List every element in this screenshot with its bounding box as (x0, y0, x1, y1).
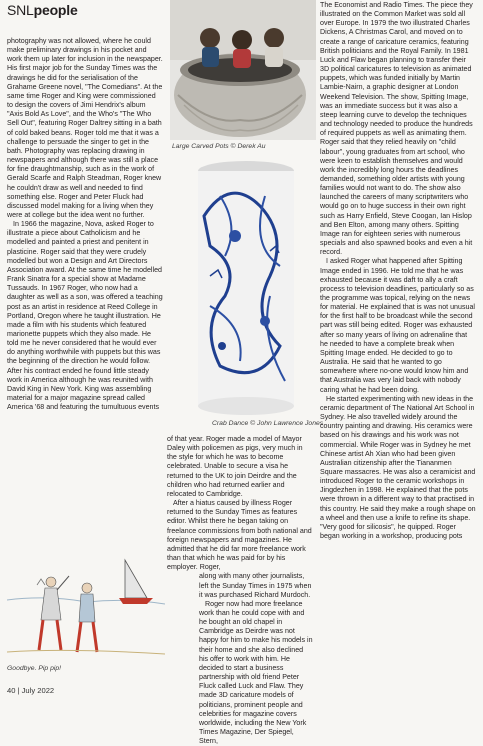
crab-caption: Crab Dance © John Lawrence Jones (212, 420, 324, 427)
article-column-1 (7, 37, 163, 412)
paragraph: Roger now had more freelance work than he could cope with and he bought an old chapel in Cambridge as Deirdre was not happy for him to make his models in their home and she also declined his offer to work with him. He decided to start a business partnership with old friend Peter Fluck called Luck and Flaw. They made 3D caricature models of politicians, prominent people and celebrities for magazine covers worldwide, including the New York Times Magazine, Der Spiegel, Stern, (199, 599, 313, 746)
narrow-text-block (199, 572, 313, 746)
paragraph: He started experimenting with new ideas in the ceramic department of The National Art School in Sydney. He also travelled widely around the country painting and drawing. His ceramics were based on his drawings and his work was not commercial. While Roger was in Sydney he met Chinese artist Ah Xian who had been given Australian citizenship after the Tiananmen Square massacres. He was also a ceramicist and introduced Roger to the ceramic workshops in Jingdezhen in 1998. He explained that the pots were thrown in a different way to that practised in this country. He said they make a rough shape on a wheel and then use a knife to refine its shape. "Very good for silicosis", he quipped. Roger began working in a workshop, producing pots (320, 394, 476, 541)
section-prefix: SNL (7, 2, 34, 18)
page-footer: 40 | July 2022 (7, 686, 55, 695)
goodbye-illustration (7, 540, 165, 662)
article-column-3 (320, 1, 476, 541)
paragraph: In 1966 the magazine, Nova, asked Roger to illustrate a piece about Catholicism and he modelled and painted a priest and penitent in plasticine. Roger said that they were crudely modelled but won a Design and Art Directors Association award. At the same time he modelled Frank Sinatra for a special show at Madame Tussauds. In 1967 Roger, who now had a daughter as well as a son, was offered a teaching post as an artist in residence at Reed College in Portland, Oregon where he taught illustration. He made a film with his students which featured marionette puppets which they also made. He told me he never considered that he would ever do anything worthwhile with puppets but this was the beginning of the direction he would follow. After his contract ended he found little steady work in America although he was reunited with David King in New York. King was assembling material for a major magazine spread called America '68 and featuring the tumultuous events (7, 220, 163, 412)
section-name: people (33, 2, 78, 18)
paragraph: The Economist and Radio Times. The piece they illustrated on the Common Market was sold all over Europe. In 1979 the two illustrated Charles Dickens, A Christmas Carol, and moved on to create a range of caricature ceramics, featuring British politicians and the Royal Family. In 1981 Luck and Flaw began planning to transfer their 3D political caricatures to television as animated puppets, which was funded initially by Martin Lambie-Nairn, a graphic designer at London Weekend Television. The show, Spitting Image, was an immediate success but it was also a steep learning curve to develop the techniques and technology needed to produce the hundreds of required puppets as well as animating them. Roger said that they relied heavily on "child labour", young graduates from art school, who were keen to establish themselves and would work the incredibly long hours the deadlines demanded, something older artists with young families would not want to do. The show also launched the careers of many scriptwriters who would go on to huge success in their own right such as Harry Enfield, Steve Coogan, Ian Hislop and Ben Elton, among many others. Spitting Image ran for eighteen series with numerous specials and also spawned books and even a hit record. (320, 1, 473, 257)
pots-caption: Large Carved Pots © Derek Au (172, 143, 266, 150)
section-header (7, 2, 78, 18)
paragraph: After a hiatus caused by illness Roger returned to the Sunday Times as features editor. Whilst there he began taking on freelance commissions from both national and foreign newspapers and magazines. He admitted that he did far more freelance work than that which he was paid for by his employer. Roger, (167, 499, 312, 572)
paragraph: I asked Roger what happened after Spitting Image ended in 1996. He told me that he was exhausted because it was daft to ally a craft process to television deadlines, particularly so as the programme was topical, relying on the news for material. He explained that is was not unusual for the first half to be broadcast while the second part was still being edited. Roger was exhausted after so many years of living on adrenaline that he needed to have a complete break when Spitting Image ended. He decided to go to Australia. He said that he wanted to go somewhere where no-one would know him and that Australia was very laid back with nobody caring what he had been doing. (320, 257, 475, 394)
article-column-2 (167, 435, 314, 746)
paragraph: photography was not allowed, where he could make preliminary drawings in his pocket and work them up later for inclusion in the newspaper. His first major job for the Sunday Times was the drawings he did for the serialisation of the Grahame Greene novel, "The Comedians". At the same time Roger and King were commissioned to design the covers of Jimi Hendrix's album "Axis Bold As Love", and the Who's "The Who Sell Out", featuring Roger Daltrey sitting in a bath of cold baked beans. Roger told me that it was a challenge to persuade the singer to get in the bath. Photography was replacing drawing in newspapers and although there was still a place for fine draughtmanship, such as in the work of Gerald Scarfe and Ralph Steadman, Roger knew he couldn't draw as well and needed to find something else. Roger and Peter Fluck had discussed model making for a living when they were at college but the idea went no further. (7, 37, 163, 219)
crab-vase-photo (170, 156, 316, 418)
paragraph: of that year. Roger made a model of Mayor Daley with policemen as pigs, very much in the style for which he was to become celebrated. Unable to secure a visa he returned to the UK to join Deirdre and the children who had returned earlier and relocated to Cambridge. (167, 435, 303, 498)
goodbye-caption: Goodbye. Pip pip! (7, 665, 62, 672)
paragraph: along with many other journalists, left the Sunday Times in 1975 when it was purchased Richard Murdoch. (199, 572, 312, 599)
pots-photo (170, 0, 316, 140)
